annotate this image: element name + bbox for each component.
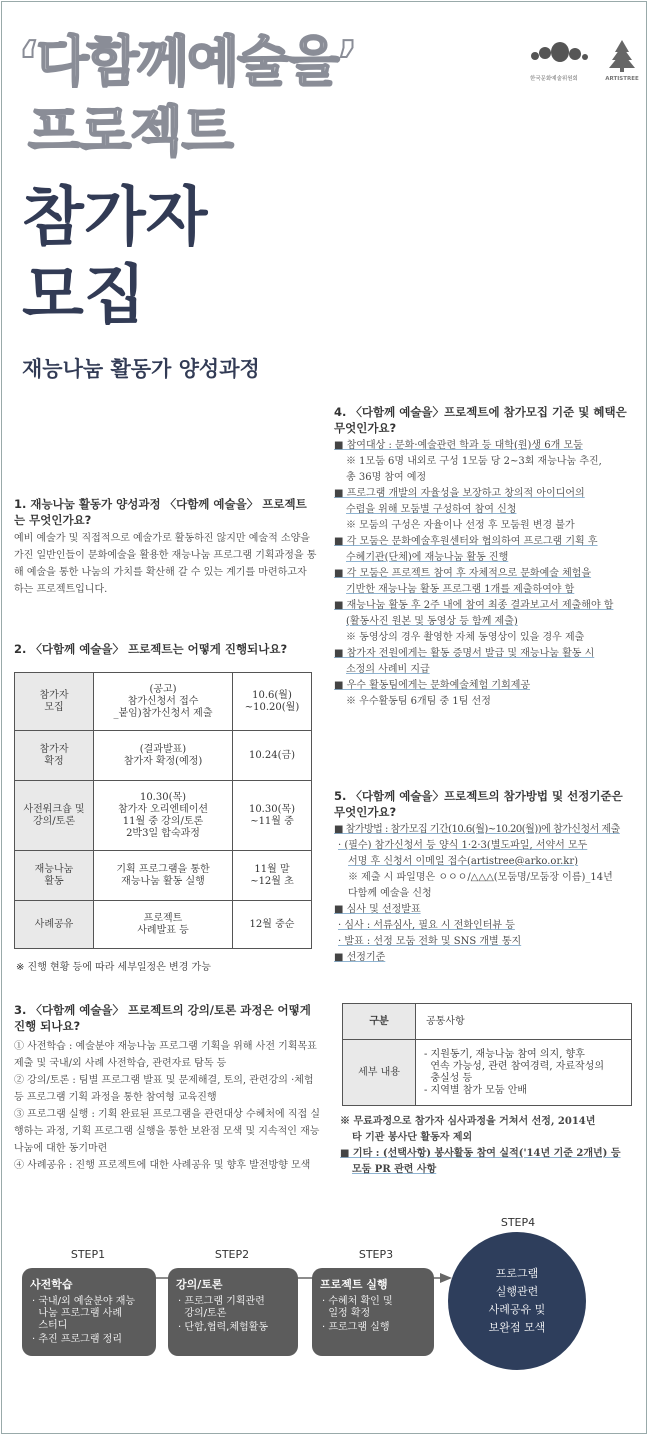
list-item: 수혜기관(단체)에 재능나눔 활동 진행 bbox=[346, 552, 509, 563]
list-item: ■ 선정기준 bbox=[334, 952, 386, 963]
list-item: ② 강의/토론 : 팀별 프로그램 발표 및 문제해결, 토의, 관련강의 ·체험 등 프로그램 기획 과정을 통한 참여형 교육진행 bbox=[14, 1075, 314, 1103]
list-item: ■ 각 모둠은 문화예술후원센터와 협의하여 프로그램 기획 후 bbox=[334, 536, 598, 547]
list-item: (활동사진 원본 및 동영상 등 함께 제출) bbox=[346, 616, 518, 627]
list-item: ③ 프로그램 실행 : 기획 완료된 프로그램을 관련대상 수혜처에 직접 실행하는 과정, 기획 프로그램 실행을 통한 보완점 모색 및 지속적인 재능나눔에 대한 동기마련 bbox=[14, 1109, 320, 1154]
row-detail: (결과발표) 참가자 확정(예정) bbox=[94, 731, 233, 781]
step3-title: 프로젝트 실행 bbox=[320, 1278, 388, 1291]
sec3-list bbox=[14, 1038, 320, 1174]
schedule-table bbox=[14, 672, 312, 949]
tree-icon bbox=[605, 38, 639, 72]
list-item: 서명 후 신청서 이메일 접수(artistree@arko.or.kr) bbox=[348, 856, 579, 867]
title-line2: 프로젝트 bbox=[28, 100, 233, 163]
criteria-row-label: 세부 내용 bbox=[343, 1040, 416, 1106]
title-line1: ‘다함께예술을’ bbox=[18, 30, 357, 93]
list-item: · 발표 : 선정 모둠 전화 및 SNS 개별 통지 bbox=[338, 936, 522, 947]
step3-label: STEP3 bbox=[358, 1248, 394, 1261]
arko-logo bbox=[530, 40, 590, 80]
list-item: ※ 1모둠 6명 내외로 구성 1모둠 당 2~3회 재능나눔 추진, bbox=[346, 456, 602, 467]
table-row bbox=[15, 901, 312, 949]
note-line: ■ 기타 : (선택사항) 봉사활동 참여 실적('14년 기준 2개년) 등 bbox=[340, 1148, 621, 1159]
list-item: ■ 프로그램 개발의 자율성을 보장하고 창의적 아이디어의 bbox=[334, 488, 585, 499]
sec3-heading: 3. 〈다함께 예술을〉 프로젝트의 강의/토론 과정은 어떻게 진행 되나요? bbox=[14, 1003, 311, 1033]
criteria-header-value: 공통사항 bbox=[416, 1004, 632, 1040]
list-item: 수렴을 위해 모둠별 구성하여 참여 신청 bbox=[346, 504, 517, 515]
row-stage: 재능나눔 활동 bbox=[15, 851, 94, 901]
arko-logo-icon bbox=[530, 40, 590, 64]
criteria-header-label: 구분 bbox=[343, 1004, 416, 1040]
criteria-row-value: - 지원동기, 재능나눔 참여 의지, 향후 연속 가능성, 관련 참여경력, 자료작성의 충실성 등 - 지역별 참가 모둠 안배 bbox=[416, 1040, 632, 1106]
step3-card bbox=[312, 1268, 434, 1356]
list-item: ④ 사례공유 : 진행 프로젝트에 대한 사례공유 및 향후 발전방향 모색 bbox=[14, 1160, 311, 1171]
step2-item: · 프로그램 기획관련 강의/토론 bbox=[178, 1296, 265, 1319]
list-item: 다함께 예술을 신청 bbox=[348, 888, 432, 899]
list-item: · (필수) 참가신청서 등 양식 1·2·3(별도파일, 서약서 모두 bbox=[338, 840, 588, 851]
note-line: 모둠 PR 관련 사항 bbox=[352, 1164, 437, 1175]
note-line: 타 기관 봉사단 활동자 제외 bbox=[352, 1132, 473, 1143]
row-date: 10.30(목) ~11월 중 bbox=[233, 781, 312, 851]
table-row bbox=[343, 1004, 632, 1040]
step1-title: 사전학습 bbox=[30, 1278, 73, 1291]
sec5-notes bbox=[340, 1114, 646, 1178]
row-date: 10.6(월) ~10.20(월) bbox=[233, 673, 312, 731]
step2-item: · 단합,협력,체험활동 bbox=[178, 1322, 268, 1333]
step1-card bbox=[22, 1268, 156, 1356]
list-item: ① 사전학습 : 예술분야 재능나눔 프로그램 기획을 위해 사전 기획목표 제출 및 국내/외 사례 사전학습, 관련자료 탐독 등 bbox=[14, 1041, 317, 1069]
row-detail: 프로젝트 사례발표 등 bbox=[94, 901, 233, 949]
step1-item: · 추진 프로그램 정리 bbox=[32, 1334, 122, 1345]
row-stage: 참가자 확정 bbox=[15, 731, 94, 781]
row-date: 11월 말 ~12월 초 bbox=[233, 851, 312, 901]
step2-title: 강의/토론 bbox=[176, 1278, 223, 1291]
list-item: ※ 모둠의 구성은 자율이나 선정 후 모둠원 변경 불가 bbox=[346, 520, 575, 531]
table-row bbox=[343, 1040, 632, 1106]
table-row bbox=[15, 781, 312, 851]
list-item: 기반한 재능나눔 활동 프로그램 1개를 제출하여야 함 bbox=[346, 584, 575, 595]
sec5-heading: 5. 〈다함께 예술을〉프로젝트의 참가방법 및 선정기준은 무엇인가요? bbox=[334, 789, 623, 819]
step2-card bbox=[168, 1268, 298, 1356]
list-item: 소정의 사례비 지급 bbox=[346, 664, 430, 675]
title-line4: 모집 bbox=[22, 259, 146, 333]
sec2-note: ※ 진행 현황 등에 따라 세부일정은 변경 가능 bbox=[16, 962, 211, 973]
sec1-body: 예비 예술가 및 직접적으로 예술가로 활동하진 않지만 예술적 소양을 가진 일반인들이 문화예술을 활용한 재능나눔 프로그램 기획과정을 통해 예술을 통한 나눔의 가치를 확산해 갈 수 있는 계기를 마련하고자 하는 프로젝트입니다. bbox=[14, 533, 317, 595]
sec2-heading: 2. 〈다함께 예술을〉 프로젝트는 어떻게 진행되나요? bbox=[14, 642, 288, 656]
logo2-text: ARTISTREE bbox=[605, 76, 639, 82]
row-date: 12월 중순 bbox=[233, 901, 312, 949]
step1-label: STEP1 bbox=[70, 1248, 106, 1261]
title-line3: 참가자 bbox=[22, 181, 208, 255]
note-line: ※ 무료과정으로 참가자 심사과정을 거쳐서 선정, 2014년 bbox=[340, 1116, 596, 1127]
list-item: ■ 재능나눔 활동 후 2주 내에 참여 최종 결과보고서 제출해야 함 bbox=[334, 600, 614, 611]
step4-circle bbox=[448, 1232, 586, 1370]
step4-text: 프로그램 실행관련 사례공유 및 보완점 모색 bbox=[488, 1267, 546, 1334]
sec1-heading: 1. 재능나눔 활동가 양성과정 〈다함께 예술을〉 프로젝트는 무엇인가요? bbox=[14, 497, 307, 527]
list-item: ※ 동영상의 경우 촬영한 자체 동영상이 있을 경우 제출 bbox=[346, 632, 585, 643]
step3-item: · 수혜처 확인 및 일정 확정 bbox=[322, 1296, 393, 1319]
row-stage: 사례공유 bbox=[15, 901, 94, 949]
list-item: ■ 우수 활동팀에게는 문화예술체험 기회제공 bbox=[334, 680, 531, 691]
logo1-text: 한국문화예술위원회 bbox=[530, 76, 578, 82]
row-detail: 기획 프로그램을 통한 재능나눔 활동 실행 bbox=[94, 851, 233, 901]
subtitle: 재능나눔 활동가 양성과정 bbox=[22, 357, 260, 381]
list-item: ■ 참여대상 : 문화·예술관련 학과 등 대학(원)생 6개 모둠 bbox=[334, 440, 583, 451]
list-item: 총 36명 참여 예정 bbox=[346, 472, 427, 483]
step2-label: STEP2 bbox=[214, 1248, 250, 1261]
table-row bbox=[15, 673, 312, 731]
sec5-list bbox=[334, 822, 646, 966]
list-item: ※ 제출 시 파일명은 ㅇㅇㅇ/△△△(모둠명/모둠장 이름)_14년 bbox=[348, 872, 613, 883]
sec4-heading: 4. 〈다함께 예술을〉프로젝트에 참가모집 기준 및 혜택은 무엇인가요? bbox=[334, 405, 627, 435]
row-detail: (공고) 참가신청서 접수 _붙임)참가신청서 제출 bbox=[94, 673, 233, 731]
list-item: · 심사 : 서류심사, 필요 시 전화인터뷰 등 bbox=[338, 920, 515, 931]
list-item: ■ 참가방법 : 참가모집 기간(10.6(월)~10.20(월))에 참가신청서 제출 bbox=[334, 824, 620, 835]
list-item: ■ 심사 및 선정발표 bbox=[334, 904, 421, 915]
list-item: ■ 참가자 전원에게는 활동 증명서 발급 및 재능나눔 활동 시 bbox=[334, 648, 595, 659]
table-row bbox=[15, 851, 312, 901]
step3-item: · 프로그램 실행 bbox=[322, 1322, 390, 1333]
criteria-table bbox=[342, 1003, 632, 1106]
table-row bbox=[15, 731, 312, 781]
list-item: ■ 각 모둠은 프로젝트 참여 후 자체적으로 문화예술 체험을 bbox=[334, 568, 592, 579]
row-date: 10.24(금) bbox=[233, 731, 312, 781]
step1-item: · 국내/외 예술분야 재능 나눔 프로그램 사례 스터디 bbox=[32, 1296, 136, 1331]
list-item: ※ 우수활동팀 6개팀 중 1팀 선정 bbox=[346, 696, 491, 707]
sec4-list bbox=[334, 438, 646, 710]
artistree-logo bbox=[605, 38, 639, 84]
row-stage: 참가자 모집 bbox=[15, 673, 94, 731]
step4-label: STEP4 bbox=[500, 1216, 536, 1229]
row-detail: 10.30(목) 참가자 오리엔테이션 11월 중 강의/토론 2박3일 합숙과정 bbox=[94, 781, 233, 851]
row-stage: 사전워크숍 및 강의/토론 bbox=[15, 781, 94, 851]
